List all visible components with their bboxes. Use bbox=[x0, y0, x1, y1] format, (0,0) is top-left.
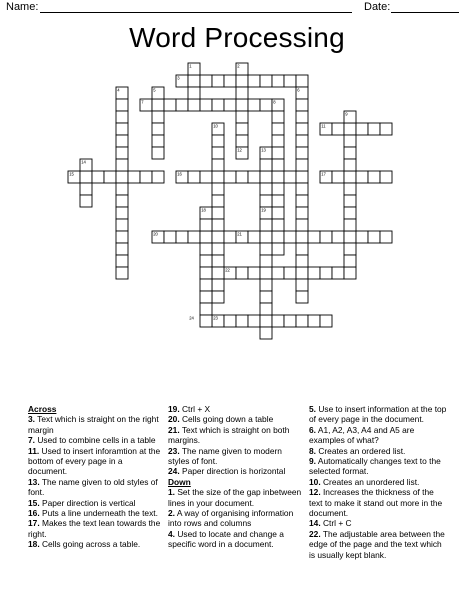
grid-cell[interactable] bbox=[260, 75, 272, 87]
grid-cell[interactable] bbox=[272, 123, 284, 135]
grid-cell[interactable] bbox=[260, 231, 272, 243]
grid-cell[interactable] bbox=[308, 267, 320, 279]
grid-cell[interactable] bbox=[260, 279, 272, 291]
clue-item bbox=[309, 477, 449, 487]
grid-cell[interactable] bbox=[116, 147, 128, 159]
grid-cell[interactable] bbox=[236, 87, 248, 99]
grid-cell[interactable] bbox=[272, 147, 284, 159]
clue-text: Used to locate and change a specific word in a document. bbox=[168, 528, 284, 550]
grid-cell[interactable] bbox=[224, 231, 236, 243]
grid-cell[interactable] bbox=[164, 231, 176, 243]
grid-cell[interactable] bbox=[236, 111, 248, 123]
grid-cell[interactable] bbox=[260, 255, 272, 267]
grid-cell[interactable] bbox=[260, 219, 272, 231]
grid-cell[interactable] bbox=[368, 171, 380, 183]
clues-column-3 bbox=[309, 404, 449, 560]
clue-text: Increases the thickness of the text to make it stand out more in the document. bbox=[309, 487, 443, 519]
grid-cell[interactable] bbox=[200, 267, 212, 279]
grid-cell[interactable] bbox=[212, 159, 224, 171]
clue-text: A1, A2, A3, A4 and A5 are examples of what? bbox=[309, 424, 415, 446]
grid-cell[interactable] bbox=[296, 315, 308, 327]
grid-cell[interactable] bbox=[296, 231, 308, 243]
grid-cell[interactable] bbox=[236, 315, 248, 327]
cell-number: 24 bbox=[189, 315, 194, 321]
clue-item bbox=[168, 446, 303, 467]
grid-cell[interactable] bbox=[344, 123, 356, 135]
clue-number: 5. bbox=[309, 404, 316, 414]
grid-cell[interactable] bbox=[260, 267, 272, 279]
grid-cell[interactable] bbox=[116, 171, 128, 183]
grid-cell[interactable] bbox=[116, 135, 128, 147]
grid-cell[interactable] bbox=[320, 267, 332, 279]
clue-heading: Across bbox=[28, 404, 57, 414]
clue-item bbox=[168, 425, 303, 446]
cell-number: 21 bbox=[237, 231, 242, 237]
clue-item bbox=[28, 518, 163, 539]
grid-cell[interactable] bbox=[272, 219, 284, 231]
cell-number: 11 bbox=[321, 123, 326, 129]
clue-item bbox=[309, 487, 449, 518]
clue-item bbox=[28, 508, 163, 518]
grid-cell[interactable] bbox=[212, 243, 224, 255]
grid-cell[interactable] bbox=[188, 75, 200, 87]
clue-number: 14. bbox=[309, 518, 321, 529]
grid-cell[interactable] bbox=[152, 123, 164, 135]
grid-cell[interactable] bbox=[296, 111, 308, 123]
grid-cell[interactable] bbox=[212, 255, 224, 267]
grid-cell[interactable] bbox=[152, 99, 164, 111]
cell-number: 5 bbox=[153, 87, 156, 93]
cell-number: 13 bbox=[261, 147, 266, 153]
clue-number: 2. bbox=[168, 508, 175, 519]
grid-cell[interactable] bbox=[368, 231, 380, 243]
grid-cell[interactable] bbox=[272, 207, 284, 219]
clue-number: 16. bbox=[28, 508, 40, 519]
grid-cell[interactable] bbox=[212, 135, 224, 147]
grid-cell[interactable] bbox=[260, 159, 272, 171]
clues-column-2 bbox=[168, 404, 303, 550]
grid-cell[interactable] bbox=[296, 171, 308, 183]
clue-text: A way of organising information into rows and columns bbox=[168, 508, 294, 529]
clue-item bbox=[28, 414, 163, 435]
cell-number: 12 bbox=[237, 147, 242, 153]
grid-cell[interactable] bbox=[248, 171, 260, 183]
grid-cell[interactable] bbox=[296, 123, 308, 135]
grid-cell[interactable] bbox=[200, 291, 212, 303]
grid-cell[interactable] bbox=[272, 111, 284, 123]
clue-number: 18. bbox=[28, 539, 40, 550]
grid-cell[interactable] bbox=[368, 123, 380, 135]
grid-cell[interactable] bbox=[272, 231, 284, 243]
grid-cell[interactable] bbox=[212, 183, 224, 195]
grid-cell[interactable] bbox=[200, 75, 212, 87]
grid-cell[interactable] bbox=[296, 243, 308, 255]
clue-text: Creates an ordered list. bbox=[316, 445, 406, 456]
cell-number: 17 bbox=[321, 171, 326, 177]
clue-text: Set the size of the gap inbetween lines in your document. bbox=[168, 487, 302, 508]
header bbox=[0, 0, 474, 16]
cell-number: 14 bbox=[81, 159, 86, 165]
clue-number: 4. bbox=[168, 528, 175, 539]
clue-number: 8. bbox=[309, 445, 316, 456]
grid-cell[interactable] bbox=[200, 255, 212, 267]
grid-cell[interactable] bbox=[380, 171, 392, 183]
grid-cell[interactable] bbox=[272, 183, 284, 195]
clue-text: Used to insert inforamtion at the bottom of every page in a document. bbox=[28, 445, 161, 477]
grid-cell[interactable] bbox=[272, 267, 284, 279]
grid-cell[interactable] bbox=[200, 279, 212, 291]
grid-cell[interactable] bbox=[164, 99, 176, 111]
grid-cell[interactable] bbox=[272, 75, 284, 87]
grid-cell[interactable] bbox=[248, 267, 260, 279]
grid-cell[interactable] bbox=[116, 255, 128, 267]
grid-cell[interactable] bbox=[344, 159, 356, 171]
grid-cell[interactable] bbox=[296, 219, 308, 231]
clue-number: 24. bbox=[168, 466, 180, 477]
grid-cell[interactable] bbox=[344, 255, 356, 267]
grid-cell[interactable] bbox=[200, 243, 212, 255]
grid-cell[interactable] bbox=[80, 195, 92, 207]
clue-text: Used to combine cells in a table bbox=[35, 435, 156, 446]
grid-cell[interactable] bbox=[284, 231, 296, 243]
clue-text: Cells going across a table. bbox=[39, 539, 141, 550]
grid-cell[interactable] bbox=[272, 195, 284, 207]
grid-cell[interactable] bbox=[236, 99, 248, 111]
grid-cell[interactable] bbox=[116, 207, 128, 219]
clue-item bbox=[28, 435, 163, 445]
grid-cell[interactable] bbox=[212, 267, 224, 279]
grid-cell[interactable] bbox=[224, 75, 236, 87]
grid-cell[interactable] bbox=[248, 315, 260, 327]
grid-cell[interactable] bbox=[332, 123, 344, 135]
grid-cell[interactable] bbox=[92, 171, 104, 183]
grid-cell[interactable] bbox=[212, 99, 224, 111]
cell-number: 23 bbox=[213, 315, 218, 321]
grid-cell[interactable] bbox=[344, 195, 356, 207]
grid-cell[interactable] bbox=[236, 171, 248, 183]
grid-cell[interactable] bbox=[260, 183, 272, 195]
cell-number: 20 bbox=[153, 231, 158, 237]
clue-text: Text which is straight on the right margin bbox=[28, 414, 159, 435]
grid-cell[interactable] bbox=[236, 123, 248, 135]
grid-cell[interactable] bbox=[224, 171, 236, 183]
grid-cell[interactable] bbox=[296, 195, 308, 207]
grid-cell[interactable] bbox=[200, 171, 212, 183]
cell-number: 9 bbox=[345, 111, 348, 117]
cell-number: 8 bbox=[273, 99, 276, 105]
clue-item bbox=[168, 466, 303, 476]
grid-cell[interactable] bbox=[200, 315, 212, 327]
grid-cell[interactable] bbox=[272, 159, 284, 171]
clue-text: Text which is straight on both margins. bbox=[168, 424, 290, 446]
grid-cell[interactable] bbox=[296, 159, 308, 171]
grid-cell[interactable] bbox=[200, 303, 212, 315]
cell-number: 7 bbox=[141, 99, 144, 105]
grid-cell[interactable] bbox=[296, 267, 308, 279]
grid-cell[interactable] bbox=[260, 195, 272, 207]
clue-text: Paper direction is vertical bbox=[39, 497, 136, 508]
cell-number: 6 bbox=[297, 87, 300, 93]
grid-cell[interactable] bbox=[260, 99, 272, 111]
grid-cell[interactable] bbox=[176, 99, 188, 111]
clue-item bbox=[168, 414, 303, 424]
clue-number: 22. bbox=[309, 528, 321, 539]
grid-cell[interactable] bbox=[320, 231, 332, 243]
clue-text: Use to insert information at the top of every page in the document. bbox=[309, 404, 447, 425]
grid-cell[interactable] bbox=[212, 207, 224, 219]
grid-cell[interactable] bbox=[212, 75, 224, 87]
clue-item bbox=[28, 477, 163, 498]
grid-cell[interactable] bbox=[260, 315, 272, 327]
clue-item bbox=[168, 404, 303, 414]
clue-item bbox=[309, 446, 449, 456]
grid-cell[interactable] bbox=[284, 267, 296, 279]
grid-cell[interactable] bbox=[272, 135, 284, 147]
grid-cell[interactable] bbox=[140, 171, 152, 183]
clue-item bbox=[309, 518, 449, 528]
grid-cell[interactable] bbox=[152, 147, 164, 159]
grid-cell[interactable] bbox=[128, 171, 140, 183]
grid-cell[interactable] bbox=[272, 243, 284, 255]
grid-cell[interactable] bbox=[116, 219, 128, 231]
grid-cell[interactable] bbox=[332, 231, 344, 243]
grid-cell[interactable] bbox=[248, 75, 260, 87]
grid-cell[interactable] bbox=[296, 255, 308, 267]
grid-cell[interactable] bbox=[284, 171, 296, 183]
grid-cell[interactable] bbox=[380, 231, 392, 243]
grid-cell[interactable] bbox=[188, 87, 200, 99]
grid-cell[interactable] bbox=[152, 111, 164, 123]
grid-cell[interactable] bbox=[188, 171, 200, 183]
clue-item bbox=[28, 446, 163, 477]
grid-cell[interactable] bbox=[356, 171, 368, 183]
grid-cell[interactable] bbox=[152, 171, 164, 183]
crossword-grid bbox=[0, 60, 474, 400]
cell-number: 1 bbox=[189, 63, 192, 69]
clue-number: 3. bbox=[28, 414, 35, 425]
grid-cell[interactable] bbox=[116, 111, 128, 123]
grid-cell[interactable] bbox=[236, 75, 248, 87]
clue-item bbox=[309, 404, 449, 425]
grid-cell[interactable] bbox=[344, 207, 356, 219]
grid-cell[interactable] bbox=[116, 243, 128, 255]
grid-cell[interactable] bbox=[248, 231, 260, 243]
grid-cell[interactable] bbox=[236, 267, 248, 279]
clue-item bbox=[309, 456, 449, 477]
clue-text: Cells going down a table bbox=[179, 414, 274, 425]
grid-cell[interactable] bbox=[296, 135, 308, 147]
cell-number: 19 bbox=[261, 207, 266, 213]
grid-cell[interactable] bbox=[152, 135, 164, 147]
grid-cell[interactable] bbox=[344, 171, 356, 183]
grid-cell[interactable] bbox=[188, 99, 200, 111]
clue-text: Ctrl + C bbox=[320, 518, 352, 529]
clue-item bbox=[309, 529, 449, 560]
clue-number: 10. bbox=[309, 476, 321, 487]
grid-cell[interactable] bbox=[344, 267, 356, 279]
clue-number: 15. bbox=[28, 497, 40, 508]
grid-cell[interactable] bbox=[116, 183, 128, 195]
grid-cell[interactable] bbox=[116, 99, 128, 111]
grid-cell[interactable] bbox=[344, 243, 356, 255]
page-title: Word Processing bbox=[129, 22, 345, 53]
grid-cell[interactable] bbox=[320, 315, 332, 327]
clue-number: 17. bbox=[28, 518, 40, 529]
grid-cell[interactable] bbox=[224, 99, 236, 111]
grid-cell[interactable] bbox=[296, 183, 308, 195]
clue-text: The adjustable area between the edge of the page and the text which is usually kept blank. bbox=[309, 528, 445, 560]
grid-cell[interactable] bbox=[116, 159, 128, 171]
grid-cell[interactable] bbox=[212, 171, 224, 183]
grid-cell[interactable] bbox=[284, 315, 296, 327]
clue-number: 21. bbox=[168, 424, 180, 435]
name-field[interactable] bbox=[40, 12, 352, 13]
grid-cell[interactable] bbox=[80, 183, 92, 195]
clue-text: Automatically changes text to the selected format. bbox=[309, 456, 441, 477]
clue-text: The name given to modern styles of font. bbox=[168, 445, 282, 467]
grid-cell[interactable] bbox=[116, 195, 128, 207]
clue-text: The name given to old styles of font. bbox=[28, 476, 158, 498]
cell-number: 15 bbox=[69, 171, 74, 177]
grid-cell[interactable] bbox=[332, 267, 344, 279]
grid-cell[interactable] bbox=[332, 171, 344, 183]
grid-cell[interactable] bbox=[200, 99, 212, 111]
date-label: Date: bbox=[364, 1, 391, 13]
grid-cell[interactable] bbox=[212, 219, 224, 231]
clue-item bbox=[28, 539, 163, 549]
cell-number: 2 bbox=[237, 63, 240, 69]
grid-cell[interactable] bbox=[212, 291, 224, 303]
grid-cell[interactable] bbox=[80, 171, 92, 183]
clue-number: 7. bbox=[28, 435, 35, 446]
clue-text: Makes the text lean towards the right. bbox=[28, 518, 161, 539]
grid-cell[interactable] bbox=[200, 219, 212, 231]
grid-cell[interactable] bbox=[296, 291, 308, 303]
grid-cell[interactable] bbox=[104, 171, 116, 183]
grid-cell[interactable] bbox=[296, 207, 308, 219]
grid-cell[interactable] bbox=[308, 231, 320, 243]
grid-cell[interactable] bbox=[260, 303, 272, 315]
clue-item bbox=[168, 529, 303, 550]
clue-number: 1. bbox=[168, 487, 175, 498]
grid-cell[interactable] bbox=[224, 315, 236, 327]
clue-number: 9. bbox=[309, 456, 316, 467]
grid-cell[interactable] bbox=[200, 231, 212, 243]
clue-number: 11. bbox=[28, 445, 40, 456]
grid-cell[interactable] bbox=[236, 135, 248, 147]
grid-cell[interactable] bbox=[272, 315, 284, 327]
grid-cell[interactable] bbox=[356, 123, 368, 135]
clue-number: 12. bbox=[309, 487, 321, 498]
grid-cell[interactable] bbox=[188, 231, 200, 243]
grid-cell[interactable] bbox=[356, 231, 368, 243]
cell-number: 4 bbox=[117, 87, 120, 93]
clue-item bbox=[168, 487, 303, 508]
grid-cell[interactable] bbox=[344, 219, 356, 231]
clue-item bbox=[28, 498, 163, 508]
grid-cell[interactable] bbox=[344, 183, 356, 195]
grid-cell[interactable] bbox=[248, 99, 260, 111]
grid-cell[interactable] bbox=[212, 147, 224, 159]
grid-cell[interactable] bbox=[260, 171, 272, 183]
date-field[interactable] bbox=[391, 12, 459, 13]
clue-number: 19. bbox=[168, 404, 180, 414]
cell-number: 3 bbox=[177, 75, 180, 81]
grid-cell[interactable] bbox=[284, 75, 296, 87]
clue-item bbox=[168, 508, 303, 529]
grid-cell[interactable] bbox=[212, 231, 224, 243]
grid-cell[interactable] bbox=[260, 291, 272, 303]
clue-number: 23. bbox=[168, 445, 180, 456]
clue-number: 20. bbox=[168, 414, 180, 425]
clue-text: Ctrl + X bbox=[179, 404, 211, 414]
clue-number: 13. bbox=[28, 476, 40, 487]
clue-text: Puts a line underneath the text. bbox=[39, 508, 158, 519]
grid-cell[interactable] bbox=[116, 231, 128, 243]
grid-cell[interactable] bbox=[296, 75, 308, 87]
grid-cell[interactable] bbox=[212, 279, 224, 291]
grid-cell[interactable] bbox=[260, 243, 272, 255]
cell-number: 18 bbox=[201, 207, 206, 213]
grid-cell[interactable] bbox=[260, 327, 272, 339]
grid-cell[interactable] bbox=[296, 147, 308, 159]
grid-cell[interactable] bbox=[212, 195, 224, 207]
clue-heading: Down bbox=[168, 476, 191, 487]
grid-cell[interactable] bbox=[272, 171, 284, 183]
cell-number: 10 bbox=[213, 123, 218, 129]
clues-column-1 bbox=[28, 404, 163, 550]
grid-cell[interactable] bbox=[380, 123, 392, 135]
grid-cell[interactable] bbox=[344, 231, 356, 243]
grid-cell[interactable] bbox=[116, 123, 128, 135]
clue-item bbox=[309, 425, 449, 446]
grid-cell[interactable] bbox=[308, 315, 320, 327]
clue-text: Paper direction is horizontal bbox=[179, 466, 286, 477]
grid-cell[interactable] bbox=[296, 99, 308, 111]
name-label: Name: bbox=[6, 1, 39, 13]
cell-number: 22 bbox=[225, 267, 230, 273]
clue-text: Creates an unordered list. bbox=[320, 476, 420, 487]
grid-cell[interactable] bbox=[344, 135, 356, 147]
grid-cell[interactable] bbox=[296, 279, 308, 291]
grid-cell[interactable] bbox=[344, 147, 356, 159]
grid-cell[interactable] bbox=[176, 231, 188, 243]
clue-number: 6. bbox=[309, 424, 316, 435]
cell-number: 16 bbox=[177, 171, 182, 177]
grid-cell[interactable] bbox=[116, 267, 128, 279]
